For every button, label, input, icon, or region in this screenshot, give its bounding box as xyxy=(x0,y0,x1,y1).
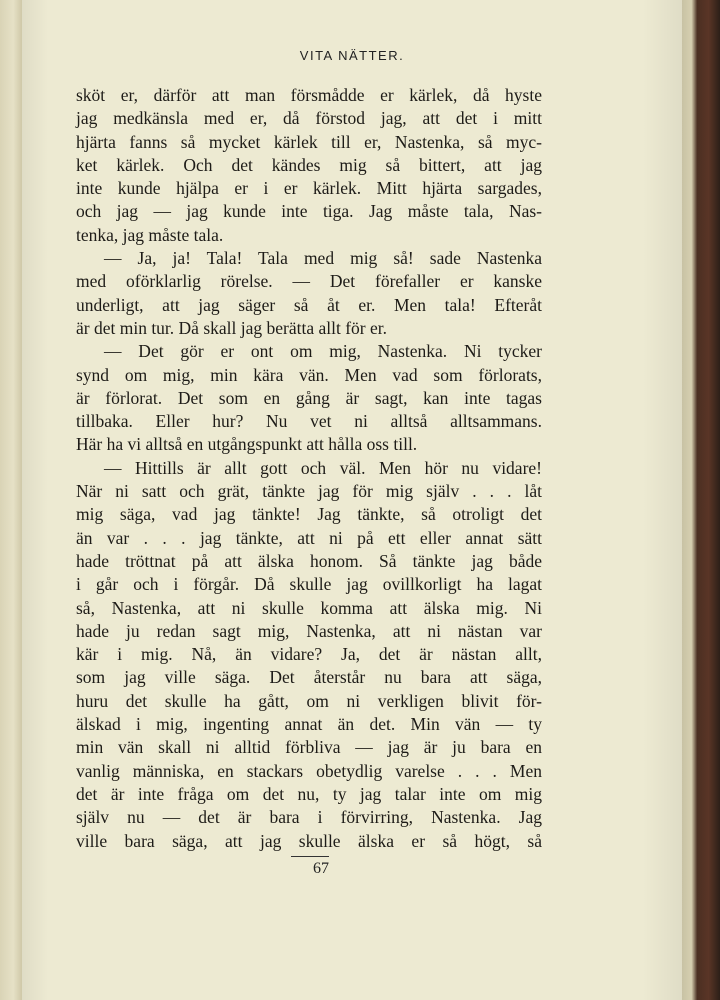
text-line: som jag ville säga. Det återstår nu bara att säga, xyxy=(76,667,542,688)
text-line: sköt er, därför att man försmådde er kärlek, då hyste xyxy=(76,85,542,105)
page-number: 67 xyxy=(313,860,329,877)
text-line: tenka, jag måste tala. xyxy=(76,224,224,245)
text-line: kär i mig. Nå, än vidare? Ja, det är nästan allt, xyxy=(76,644,542,665)
text-line: ville bara säga, att jag skulle älska er så högt, så xyxy=(76,830,542,851)
text-line: underligt, att jag säger så åt er. Men tala! Efteråt xyxy=(76,294,542,315)
text-line: hjärta fanns så mycket kärlek till er, Nastenka, så myc- xyxy=(76,131,542,152)
text-line: vanlig människa, en stackars obetydlig varelse . . . Men xyxy=(76,760,542,781)
text-line: synd om mig, min kära vän. Men vad som förlorats, xyxy=(76,364,542,385)
left-page-edge xyxy=(0,0,23,1000)
text-line: mig säga, vad jag tänkte! Jag tänkte, så otroligt det xyxy=(76,504,542,525)
text-line: själv nu — det är bara i förvirring, Nastenka. Jag xyxy=(76,807,542,828)
text-line: älskad i mig, ingenting annat än det. Min vän — ty xyxy=(76,714,542,735)
text-line: det är inte fråga om det nu, ty jag talar inte om mig xyxy=(76,783,542,804)
text-line: — Det gör er ont om mig, Nastenka. Ni tycker xyxy=(104,341,542,362)
text-line: När ni satt och grät, tänkte jag för mig själv . . . låt xyxy=(76,481,542,502)
text-line: i går och i förgår. Då skulle jag ovillkorligt ha lagat xyxy=(76,574,542,595)
text-line: än var . . . jag tänkte, att ni på ett eller annat sätt xyxy=(76,527,542,548)
text-line: hade ju redan sagt mig, Nastenka, att ni nästan var xyxy=(76,620,542,641)
text-line: jag medkänsla med er, då förstod jag, att det i mitt xyxy=(76,108,542,129)
running-head: VITA NÄTTER. xyxy=(299,48,405,63)
text-line: inte kunde hjälpa er i er kärlek. Mitt hjärta sargades, xyxy=(76,178,542,199)
text-line: Här ha vi alltså en utgångspunkt att hålla oss till. xyxy=(76,434,418,455)
text-line: så, Nastenka, att ni skulle komma att älska mig. Ni xyxy=(76,597,542,618)
text-line: är det min tur. Då skall jag berätta allt för er. xyxy=(76,317,388,338)
text-line: — Hittills är allt gott och väl. Men hör nu vidare! xyxy=(104,457,542,478)
text-line: är förlorat. Det som en gång är sagt, kan inte tagas xyxy=(76,387,542,408)
book-cover-edge xyxy=(682,0,720,1000)
body-text xyxy=(76,84,542,853)
text-line: och jag — jag kunde inte tiga. Jag måste tala, Nas- xyxy=(76,201,542,222)
folio-rule xyxy=(291,856,329,857)
text-line: huru det skulle ha gått, om ni verkligen blivit för- xyxy=(76,690,542,711)
text-line: ket kärlek. Och det kändes mig så bittert, att jag xyxy=(76,154,542,175)
text-line: min vän skall ni alltid förbliva — jag är ju bara en xyxy=(76,737,542,758)
text-line: med oförklarlig rörelse. — Det förefaller er kanske xyxy=(76,271,542,292)
text-line: — Ja, ja! Tala! Tala med mig så! sade Nastenka xyxy=(104,248,542,269)
text-line: hade tröttnat på att älska honom. Så tänkte jag både xyxy=(76,550,542,571)
text-line: tillbaka. Eller hur? Nu vet ni alltså alltsammans. xyxy=(76,411,542,432)
